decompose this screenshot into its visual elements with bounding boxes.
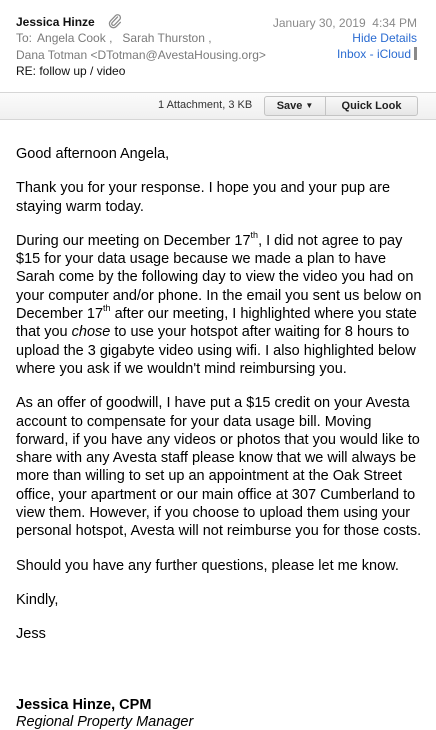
p2-text-d: to use your hotspot after waiting for 8 hours to upload the 3 gigabyte video using wifi. I also highlighted below where you ask if we wouldn't mind reimbursing you. [16,324,416,377]
p2-sup-2: th [103,303,111,314]
paragraph-1: Thank you for your response. I hope you and your pup are staying warm today. [16,180,391,215]
p2-text-c: after our meeting, I highlighted where you state that you [16,306,417,341]
message-body [16,145,426,660]
to-label: To: [16,31,33,45]
paperclip-icon [108,13,122,29]
save-button[interactable] [264,96,326,116]
signoff-name: Jess [16,626,46,643]
signature-name: Jessica Hinze, CPM [16,697,152,713]
attachment-info[interactable]: 1 Attachment, 3 KB [158,99,253,111]
date-text: January 30, 2019 [272,16,366,30]
message-date [273,16,417,30]
paragraph-2 [16,232,426,378]
save-label: Save [276,100,303,112]
to-recipients[interactable]: Angela Cook , Sarah Thurston , [37,31,212,45]
sender-name[interactable]: Jessica Hinze [16,15,95,29]
cc-recipients[interactable]: Dana Totman <DTotman@AvestaHousing.org> [16,48,266,62]
signature-title: Regional Property Manager [16,714,194,730]
closing: Kindly, [16,591,59,608]
mailbox-color-indicator [414,47,417,60]
attachment-bar [0,92,436,120]
p2-emphasis: chose [71,324,111,341]
paragraph-3: As an offer of goodwill, I have put a $15 credit on your Avesta account to compensate for your data usage bill. Moving forward, if you have any videos or photos that you would like to share with any Avesta staff please know that we will always be more than willing to set up an appointment at the Oak Street office, your apartment or our main office at 307 Cumberland to view them. However, if you choose to upload them using your personal hotspot, Avesta will not reimburse you for those costs. [16,395,422,540]
subject-line: RE: follow up / video [16,64,126,78]
quick-look-button[interactable]: Quick Look [325,96,418,116]
chevron-down-icon: ▼ [305,101,314,110]
p2-text-a: During our meeting on December 17 [16,232,251,249]
to-line [16,31,212,45]
p2-sup-1: th [250,230,259,241]
message-header [0,0,436,88]
p2-text-b: , I did not agree to pay $15 for your data usage because we made a plan to have Sarah come by the following day to view the video you had on your computer and/or phone. In the email you sent us below on December 17 [16,232,422,323]
greeting: Good afternoon Angela, [16,146,170,162]
mailbox-label[interactable]: Inbox - iCloud [336,47,411,61]
hide-details-link[interactable]: Hide Details [352,31,417,45]
time-text: 4:34 PM [372,16,417,30]
paragraph-4: Should you have any further questions, please let me know. [16,557,399,574]
mailbox-link[interactable] [337,47,417,61]
